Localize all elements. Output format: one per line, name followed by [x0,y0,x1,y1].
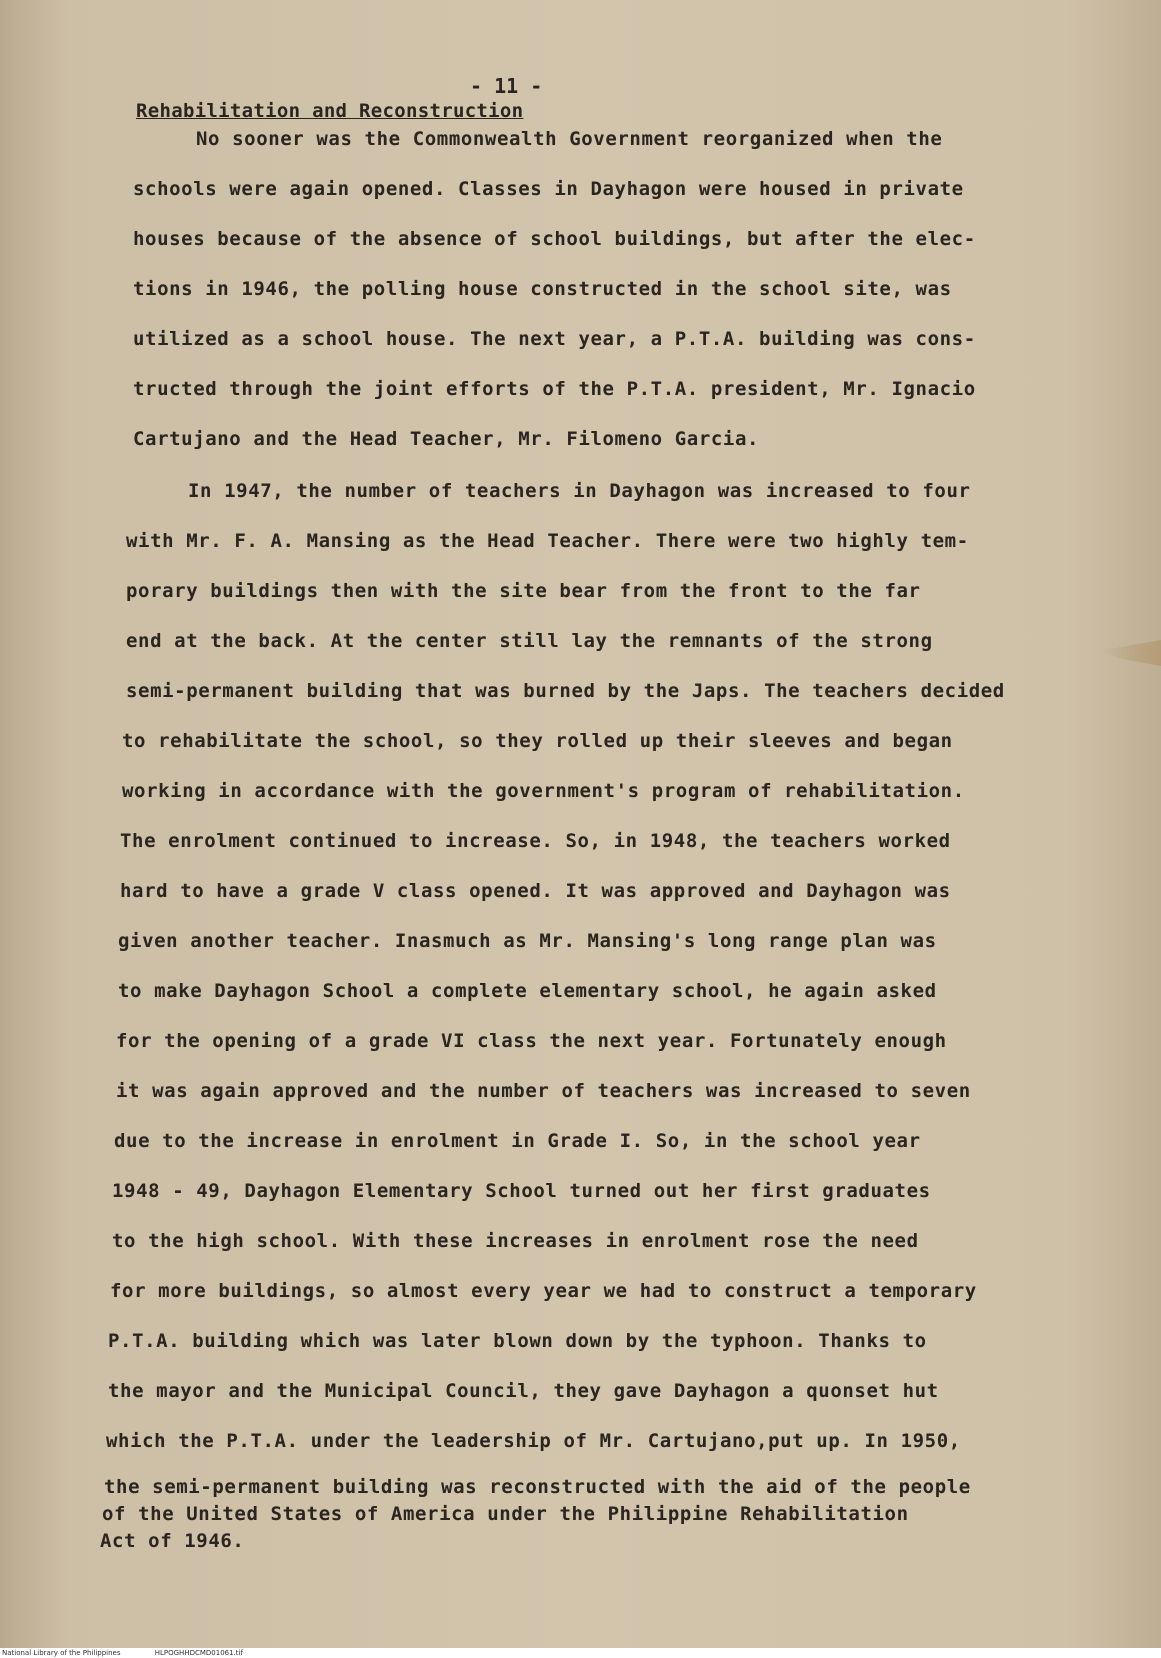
text-line: to the high school. With these increases in enrolment rose the need [112,1230,919,1252]
text-line: the mayor and the Municipal Council, they gave Dayhagon a quonset hut [108,1380,939,1402]
text-line: tions in 1946, the polling house constructed in the school site, was [133,278,952,300]
text-line: working in accordance with the government's program of rehabilitation. [122,780,965,802]
text-line: given another teacher. Inasmuch as Mr. Mansing's long range plan was [118,930,937,952]
text-line: porary buildings then with the site bear from the front to the far [126,580,921,602]
text-line: tructed through the joint efforts of the P.T.A. president, Mr. Ignacio [133,378,976,400]
library-label: National Library of the Philippines [2,1649,121,1657]
text-line: The enrolment continued to increase. So, in 1948, the teachers worked [120,830,951,852]
text-line: hard to have a grade V class opened. It was approved and Dayhagon was [120,880,951,902]
file-label: HLPOGHHDCMD01061.tif [154,1649,243,1657]
section-heading: Rehabilitation and Reconstruction [136,100,524,122]
text-line: No sooner was the Commonwealth Government reorganized when the [196,128,943,150]
text-line: of the United States of America under the Philippine Rehabilitation [102,1503,909,1525]
text-line: houses because of the absence of school buildings, but after the elec- [133,228,976,250]
text-line: for more buildings, so almost every year we had to construct a temporary [110,1280,977,1302]
text-line: 1948 - 49, Dayhagon Elementary School turned out her first graduates [112,1180,931,1202]
text-line: which the P.T.A. under the leadership of Mr. Cartujano,put up. In 1950, [106,1430,961,1452]
page-number: - 11 - [470,74,543,98]
text-line: In 1947, the number of teachers in Dayhagon was increased to four [188,480,971,502]
text-line: the semi-permanent building was reconstructed with the aid of the people [104,1476,971,1498]
text-line: to make Dayhagon School a complete elementary school, he again asked [118,980,937,1002]
scan-footer [0,1648,1161,1658]
text-line: end at the back. At the center still lay the remnants of the strong [126,630,933,652]
text-line: schools were again opened. Classes in Dayhagon were housed in private [133,178,964,200]
text-line: for the opening of a grade VI class the next year. Fortunately enough [116,1030,947,1052]
text-line: utilized as a school house. The next year, a P.T.A. building was cons- [133,328,976,350]
text-line: due to the increase in enrolment in Grade I. So, in the school year [114,1130,921,1152]
text-line: semi-permanent building that was burned by the Japs. The teachers decided [126,680,1005,702]
text-line: with Mr. F. A. Mansing as the Head Teacher. There were two highly tem- [126,530,969,552]
text-line: it was again approved and the number of teachers was increased to seven [116,1080,971,1102]
text-line: Act of 1946. [100,1530,245,1552]
text-line: P.T.A. building which was later blown down by the typhoon. Thanks to [108,1330,927,1352]
text-line: Cartujano and the Head Teacher, Mr. Filomeno Garcia. [133,428,760,450]
text-line: to rehabilitate the school, so they rolled up their sleeves and began [122,730,953,752]
